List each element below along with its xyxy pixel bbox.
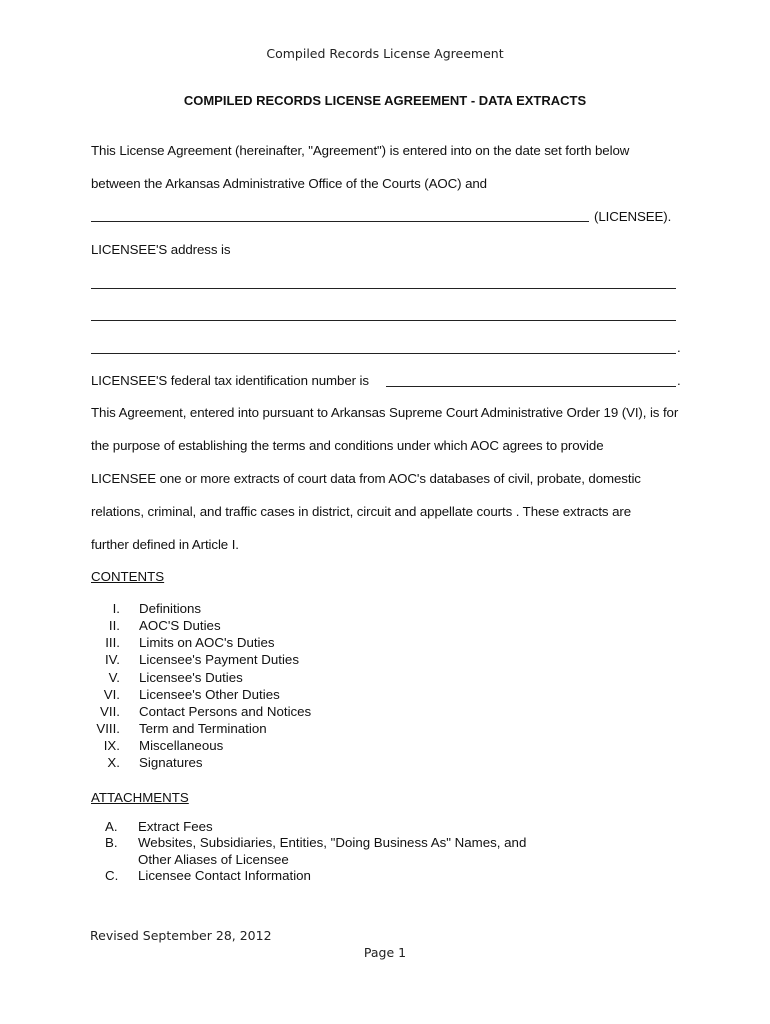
running-header: Compiled Records License Agreement: [266, 46, 504, 61]
attachment-letter: A.: [105, 819, 118, 834]
toc-item-limits: Limits on AOC's Duties: [139, 635, 275, 650]
licensee-suffix: (LICENSEE).: [594, 209, 672, 224]
attachment-websites: Websites, Subsidiaries, Entities, "Doing Business As" Names, and: [138, 835, 527, 850]
toc-item-definitions: Definitions: [139, 601, 202, 616]
attachment-contact-info: Licensee Contact Information: [138, 868, 311, 883]
toc-item-contacts: Contact Persons and Notices: [139, 704, 312, 719]
purpose-line-2: the purpose of establishing the terms and conditions under which AOC agrees to provide: [91, 438, 604, 453]
toc-number: VI.: [103, 687, 120, 702]
toc-number: II.: [108, 618, 120, 633]
licensee-name-blank: [91, 221, 589, 222]
address-blank-2: [91, 320, 676, 321]
attachment-extract-fees: Extract Fees: [138, 819, 213, 834]
tax-id-period: .: [677, 373, 681, 388]
tax-id-blank: [386, 386, 676, 387]
address-period: .: [677, 340, 681, 355]
toc-item-term: Term and Termination: [139, 721, 267, 736]
toc-number: VIII.: [96, 721, 120, 736]
toc-number: I.: [112, 601, 120, 616]
document-title: COMPILED RECORDS LICENSE AGREEMENT - DATA EXTRACTS: [183, 93, 587, 108]
address-label: LICENSEE'S address is: [91, 242, 231, 257]
toc-number: VII.: [100, 704, 120, 719]
purpose-line-4: relations, criminal, and traffic cases in district, circuit and appellate courts . These extracts are: [91, 504, 631, 519]
attachment-letter: C.: [105, 868, 119, 883]
attachments-heading: ATTACHMENTS: [91, 790, 189, 805]
intro-line-2: between the Arkansas Administrative Office of the Courts (AOC) and: [91, 176, 487, 191]
attachment-letter: B.: [105, 835, 118, 850]
toc-number: V.: [108, 670, 120, 685]
address-blank-3: [91, 353, 676, 354]
intro-line-1: This License Agreement (hereinafter, "Agreement") is entered into on the date set forth below: [91, 143, 630, 158]
address-blank-1: [91, 288, 676, 289]
contents-heading: CONTENTS: [91, 569, 165, 584]
toc-item-signatures: Signatures: [139, 755, 203, 770]
purpose-line-5: further defined in Article I.: [91, 537, 239, 552]
page-number: Page 1: [363, 945, 407, 960]
toc-number: IX.: [103, 738, 120, 753]
attachment-websites-cont: Other Aliases of Licensee: [138, 852, 289, 867]
toc-item-other-duties: Licensee's Other Duties: [139, 687, 280, 702]
toc-item-aoc-duties: AOC'S Duties: [139, 618, 221, 633]
toc-number: IV.: [104, 652, 120, 667]
purpose-line-3: LICENSEE one or more extracts of court data from AOC's databases of civil, probate, domestic: [91, 471, 641, 486]
toc-item-licensee-duties: Licensee's Duties: [139, 670, 243, 685]
toc-item-misc: Miscellaneous: [139, 738, 224, 753]
toc-number: III.: [105, 635, 120, 650]
tax-id-label: LICENSEE'S federal tax identification number is: [91, 373, 369, 388]
revision-date: Revised September 28, 2012: [90, 928, 272, 943]
purpose-line-1: This Agreement, entered into pursuant to Arkansas Supreme Court Administrative Order 19 (VI), is for: [91, 405, 679, 420]
toc-number: X.: [107, 755, 120, 770]
toc-item-payment-duties: Licensee's Payment Duties: [139, 652, 299, 667]
